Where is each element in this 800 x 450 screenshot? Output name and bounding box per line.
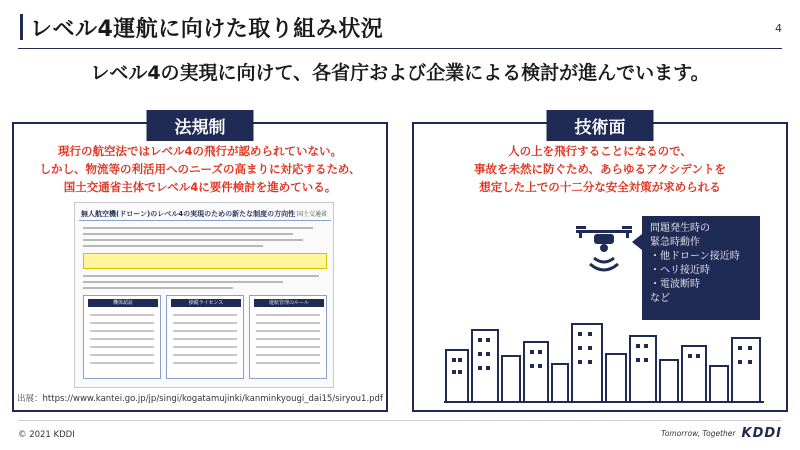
regulation-line-2: しかし、物流等の利活用へのニーズの高まりに対応するため、 bbox=[39, 162, 361, 176]
slide-header bbox=[0, 0, 800, 52]
document-text-line bbox=[83, 287, 233, 289]
callout-line-4: ・ヘリ接近時 bbox=[650, 265, 710, 276]
document-box-title: 運航管理のルール bbox=[254, 299, 324, 307]
document-text-line bbox=[173, 338, 237, 340]
document-text-line bbox=[90, 314, 154, 316]
callout-line-2: 緊急時動作 bbox=[650, 237, 700, 248]
document-box-license bbox=[166, 295, 244, 379]
document-box-rules bbox=[249, 295, 327, 379]
technology-description bbox=[414, 142, 786, 196]
document-text-line bbox=[90, 338, 154, 340]
document-rule bbox=[79, 220, 331, 221]
header-divider bbox=[18, 48, 782, 49]
document-text-line bbox=[83, 239, 303, 241]
city-skyline-icon bbox=[444, 320, 764, 404]
document-text-line bbox=[83, 245, 263, 247]
copyright: © 2021 KDDI bbox=[18, 430, 75, 440]
regulation-tab-label: 法規制 bbox=[147, 110, 254, 141]
document-text-line bbox=[256, 330, 320, 332]
technology-line-1: 人の上を飛行することになるので、 bbox=[508, 144, 692, 158]
regulation-panel bbox=[12, 118, 388, 412]
technology-line-3: 想定した上での十二分な安全対策が求められる bbox=[479, 180, 721, 194]
brand-tagline: Tomorrow, Together bbox=[661, 429, 736, 438]
regulation-description bbox=[14, 142, 386, 196]
document-text-line bbox=[173, 354, 237, 356]
document-text-line bbox=[256, 346, 320, 348]
technology-tab-label: 技術面 bbox=[547, 110, 654, 141]
document-text-line bbox=[90, 322, 154, 324]
document-text-line bbox=[83, 275, 319, 277]
document-highlight bbox=[83, 253, 327, 269]
document-text-line bbox=[256, 322, 320, 324]
regulation-line-1: 現行の航空法ではレベル4の飛行が認められていない。 bbox=[58, 144, 342, 158]
slide-title: レベル4運航に向けた取り組み状況 bbox=[30, 17, 384, 42]
drone-icon bbox=[574, 224, 634, 284]
document-text-line bbox=[83, 227, 313, 229]
document-text-line bbox=[90, 354, 154, 356]
document-text-line bbox=[256, 362, 320, 364]
document-text-line bbox=[173, 330, 237, 332]
document-text-line bbox=[173, 314, 237, 316]
title-accent-bar bbox=[20, 14, 23, 40]
document-box-title: 操縦ライセンス bbox=[171, 299, 241, 307]
regulation-document-thumbnail bbox=[74, 202, 334, 388]
document-text-line bbox=[173, 322, 237, 324]
document-text-line bbox=[256, 314, 320, 316]
callout-line-1: 問題発生時の bbox=[650, 223, 710, 234]
document-text-line bbox=[256, 354, 320, 356]
document-text-line bbox=[173, 346, 237, 348]
kddi-logo: KDDI bbox=[741, 426, 782, 441]
document-text-line bbox=[90, 330, 154, 332]
document-text-line bbox=[173, 362, 237, 364]
regulation-line-3: 国土交通省主体でレベル4に要件検討を進めている。 bbox=[63, 180, 337, 194]
source-citation: 出展：https://www.kantei.go.jp/jp/singi/kogatamujinki/kanminkyougi_dai15/siryou1.pdf bbox=[17, 394, 383, 404]
document-text-line bbox=[90, 346, 154, 348]
page-number: 4 bbox=[775, 22, 782, 35]
slide-subtitle: レベル4の実現に向けて、各省庁および企業による検討が進んでいます。 bbox=[90, 62, 710, 84]
document-box-title: 機体認証 bbox=[88, 299, 158, 307]
technology-line-2: 事故を未然に防ぐため、あらゆるアクシデントを bbox=[474, 162, 726, 176]
emergency-callout bbox=[642, 216, 760, 320]
document-text-line bbox=[90, 362, 154, 364]
callout-line-5: ・電波断時 bbox=[650, 279, 700, 290]
document-text-line bbox=[83, 233, 293, 235]
document-text-line bbox=[83, 281, 283, 283]
callout-line-3: ・他ドローン接近時 bbox=[650, 251, 740, 262]
document-text-line bbox=[256, 338, 320, 340]
technology-panel bbox=[412, 118, 788, 412]
document-box-airframe bbox=[83, 295, 161, 379]
footer-divider bbox=[18, 420, 782, 421]
document-title: 無人航空機(ドローン)のレベル4の実現のための新たな制度の方向性 bbox=[81, 210, 296, 218]
brand-block bbox=[661, 426, 782, 441]
document-org: 国土交通省 bbox=[296, 211, 327, 218]
callout-line-6: など bbox=[650, 293, 670, 304]
